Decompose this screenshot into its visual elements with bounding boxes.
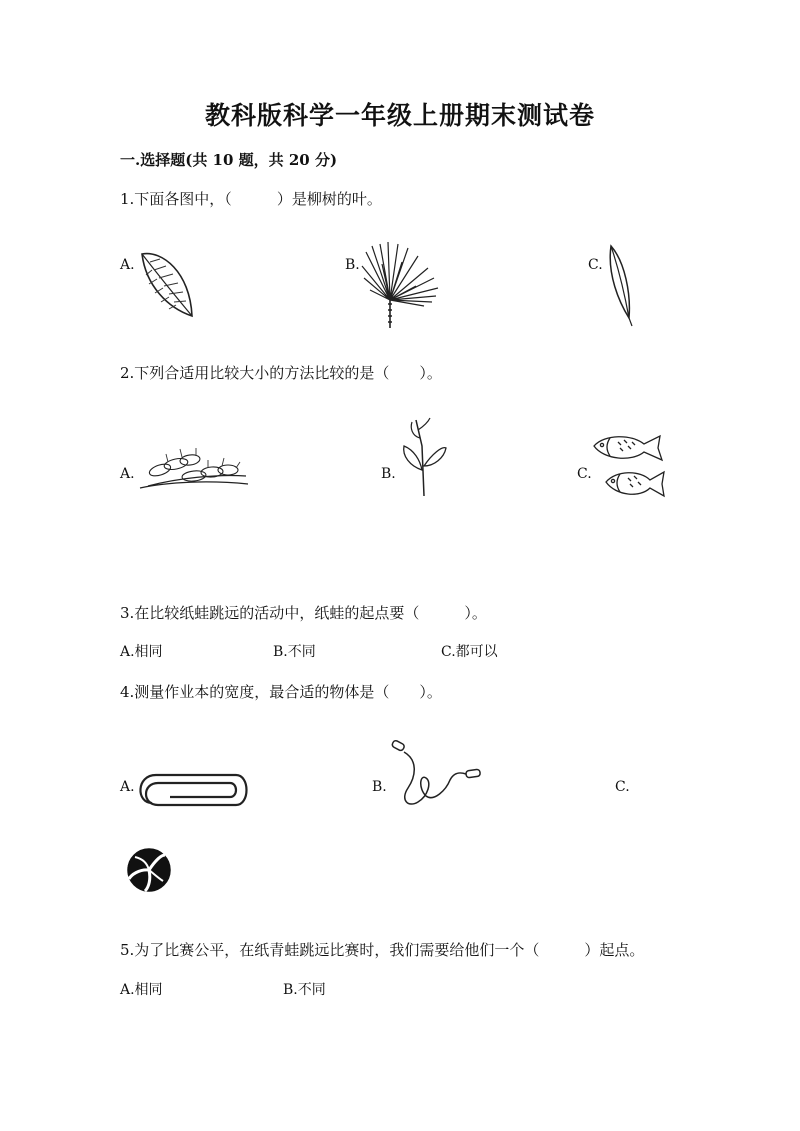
wheat-ears-icon xyxy=(138,448,250,492)
section-heading: 一.选择题(共 10 题，共 20 分) xyxy=(120,151,338,169)
question-2-option-a-label[interactable]: A. xyxy=(120,466,135,482)
willow-leaf-icon xyxy=(605,244,637,328)
volleyball-icon xyxy=(125,847,173,893)
question-3-option-c[interactable]: C.都可以 xyxy=(441,644,498,660)
question-1-option-a-label[interactable]: A. xyxy=(120,257,135,273)
question-4-option-c-label[interactable]: C. xyxy=(615,779,630,795)
question-5-option-b[interactable]: B.不同 xyxy=(283,982,326,998)
seedling-icon xyxy=(398,416,450,498)
question-3-option-a[interactable]: A.相同 xyxy=(120,644,163,660)
question-5-text: 5.为了比赛公平，在纸青蛙跳远比赛时，我们需要给他们一个（ ）起点。 xyxy=(120,941,645,959)
question-2-option-b-label[interactable]: B. xyxy=(381,466,396,482)
jump-rope-icon xyxy=(388,740,484,810)
question-2-text: 2.下列合适用比较大小的方法比较的是（ ）。 xyxy=(120,364,442,382)
question-1-text: 1.下面各图中，（ ）是柳树的叶。 xyxy=(120,190,382,208)
page-title: 教科版科学一年级上册期末测试卷 xyxy=(204,101,595,130)
question-2-option-c-label[interactable]: C. xyxy=(577,466,592,482)
question-1-option-b-label[interactable]: B. xyxy=(345,257,360,273)
question-3-option-b[interactable]: B.不同 xyxy=(273,644,316,660)
question-4-option-a-label[interactable]: A. xyxy=(120,779,135,795)
serrated-leaf-icon xyxy=(138,248,198,322)
question-1-option-c-label[interactable]: C. xyxy=(588,257,603,273)
question-3-text: 3.在比较纸蛙跳远的活动中，纸蛙的起点要（ ）。 xyxy=(120,604,487,622)
pine-branch-icon xyxy=(362,242,442,330)
question-4-option-b-label[interactable]: B. xyxy=(372,779,387,795)
question-5-option-a[interactable]: A.相同 xyxy=(120,982,163,998)
question-4-text: 4.测量作业本的宽度，最合适的物体是（ ）。 xyxy=(120,683,442,701)
two-fish-icon xyxy=(592,430,666,502)
paper-clip-icon xyxy=(140,773,248,807)
